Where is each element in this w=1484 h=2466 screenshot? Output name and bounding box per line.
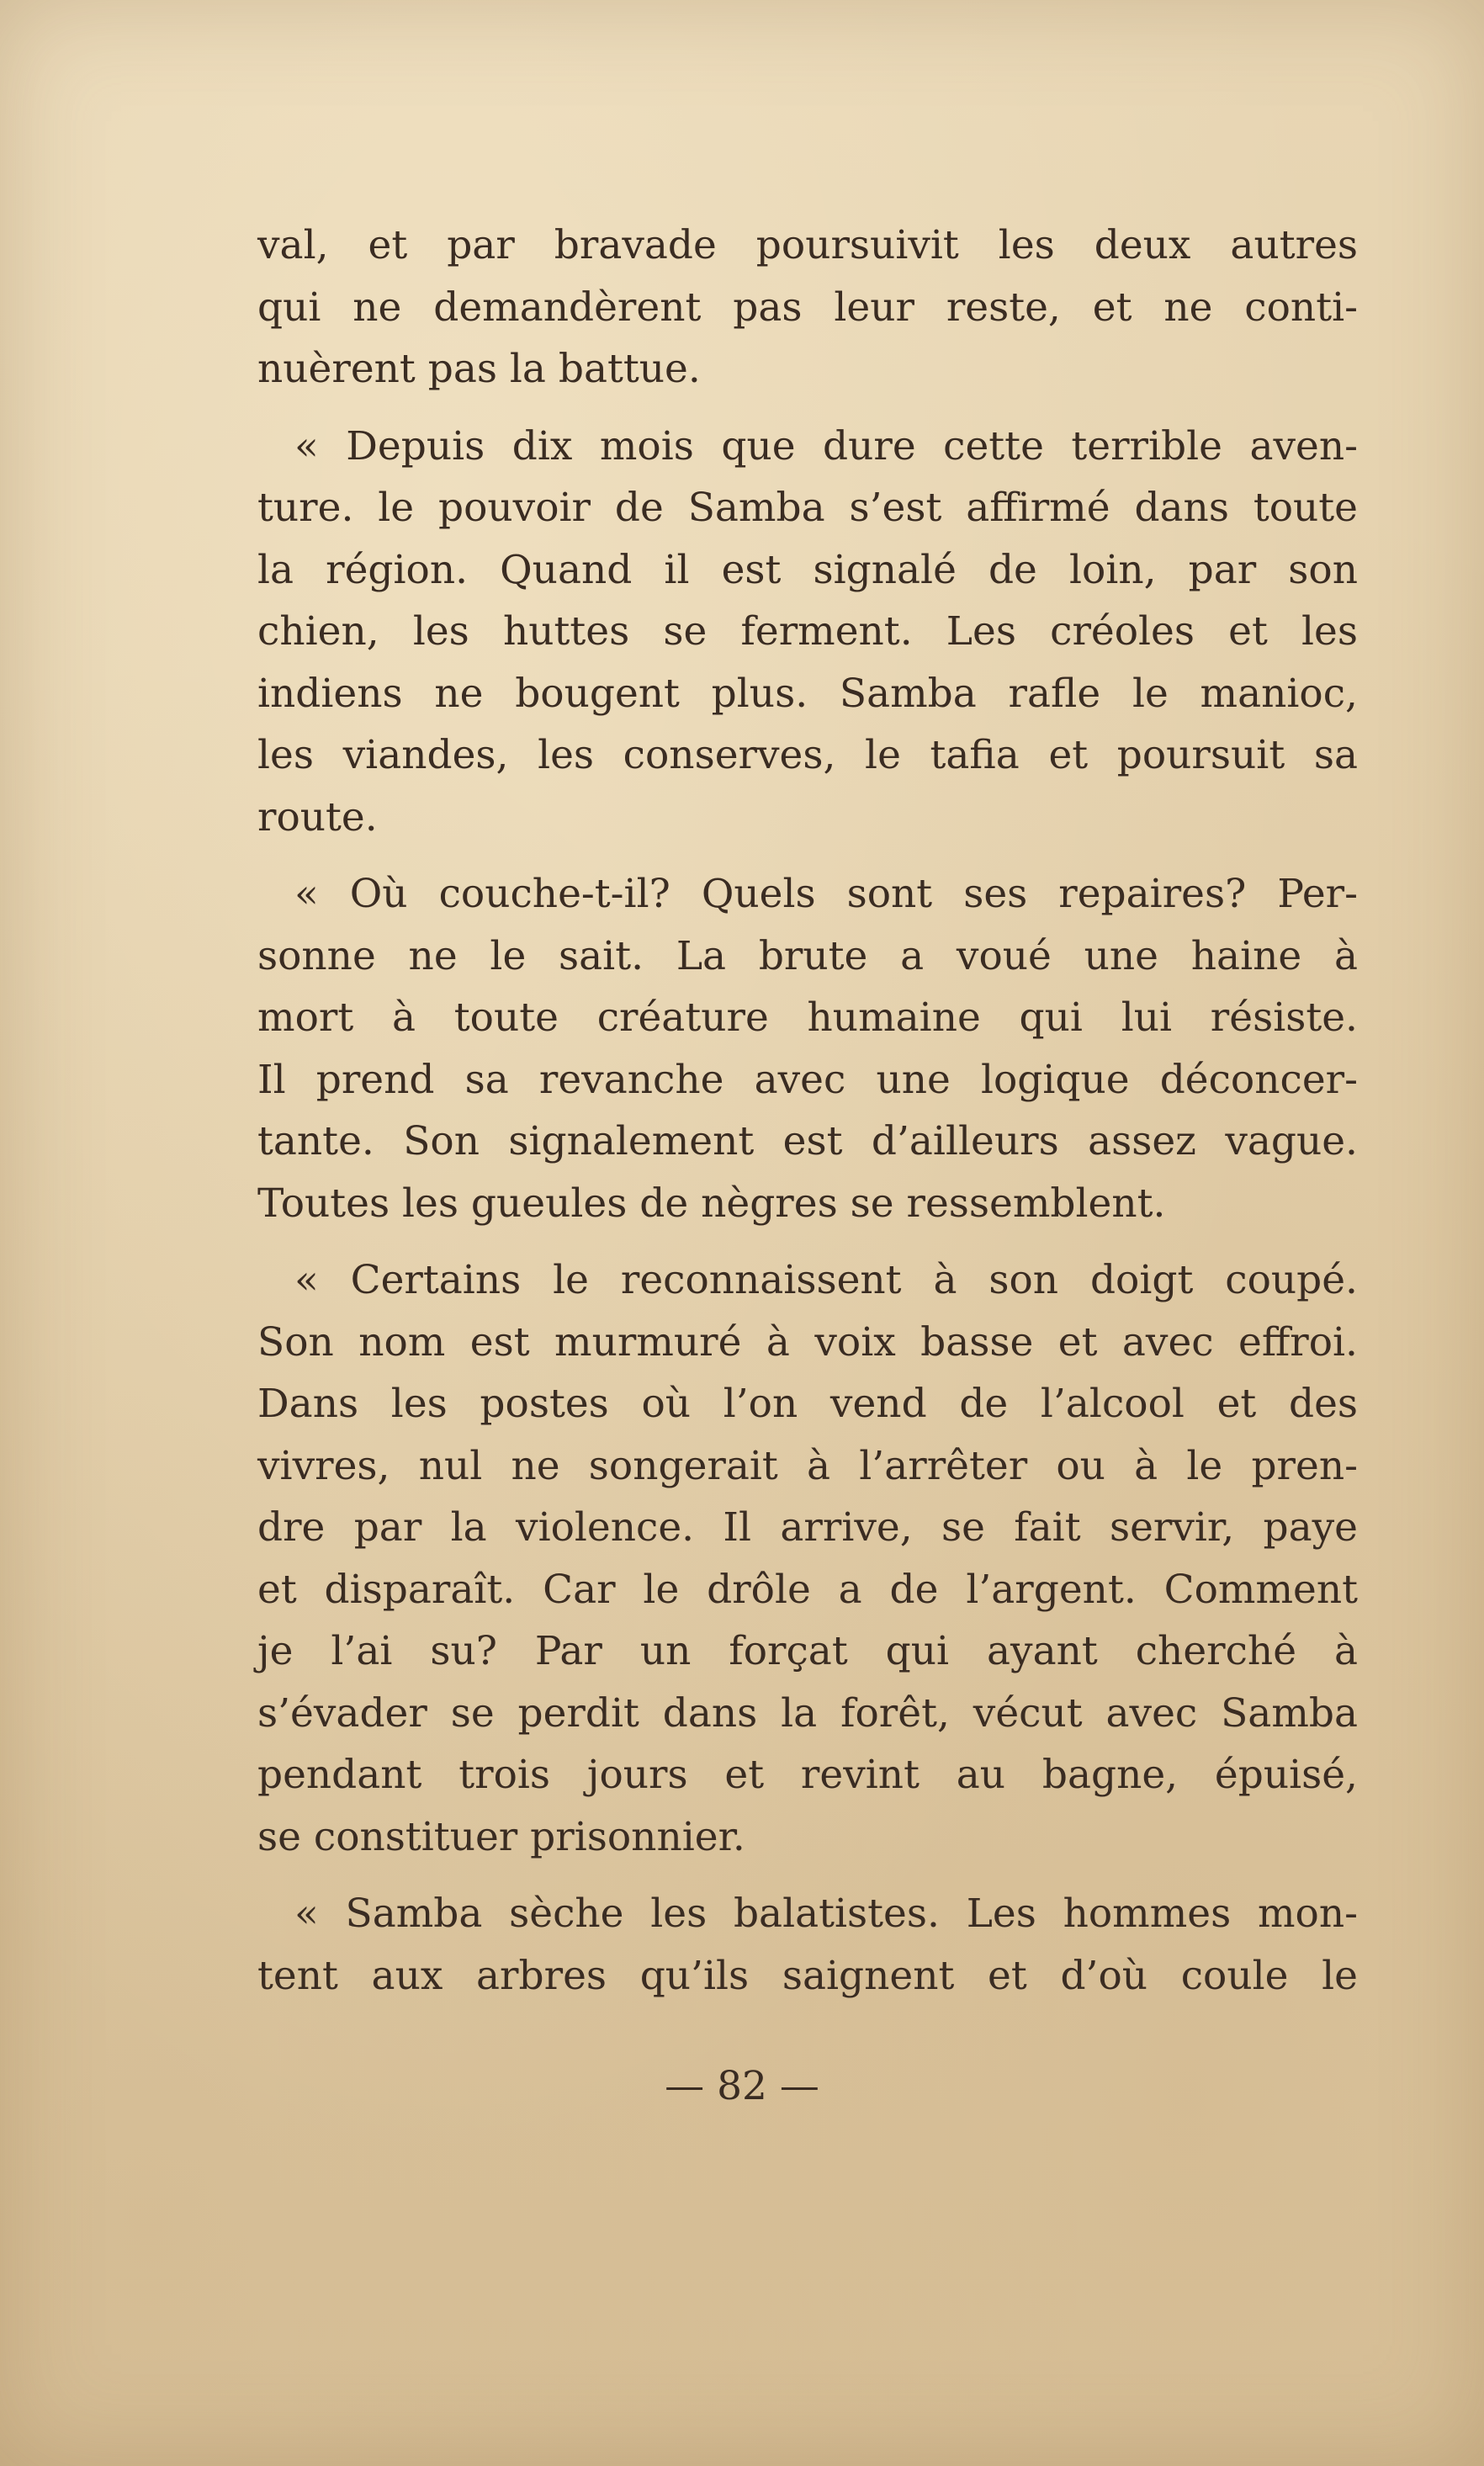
paragraph-4 — [257, 1249, 1358, 1868]
text-line: « Où couche-t-il? Quels sont ses repaires? Per- — [294, 871, 1358, 917]
text-line: « Certains le reconnaissent à son doigt coupé. — [294, 1257, 1358, 1303]
text-line: « Depuis dix mois que dure cette terrible aven- — [294, 422, 1358, 469]
text-line: et disparaît. Car le drôle a de l’argent. Comment — [257, 1566, 1358, 1613]
text-line: tent aux arbres qu’ils saignent et d’où coule le — [257, 1952, 1358, 1999]
text-line: Il prend sa revanche avec une logique déconcer- — [257, 1056, 1358, 1103]
text-line: mort à toute créature humaine qui lui résiste. — [257, 994, 1358, 1041]
text-line: s’évader se perdit dans la forêt, vécut avec Samba — [257, 1689, 1358, 1737]
paragraph-3 — [257, 863, 1358, 1234]
text-line: se constituer prisonnier. — [257, 1813, 745, 1860]
text-line: la région. Quand il est signalé de loin, par son — [257, 546, 1358, 593]
page-number: — 82 — — [665, 2063, 819, 2109]
text-line: « Samba sèche les balatistes. Les hommes mon- — [294, 1891, 1358, 1937]
paragraph-2 — [257, 416, 1358, 849]
text-line: dre par la violence. Il arrive, se fait servir, paye — [257, 1504, 1358, 1551]
text-line: ture. le pouvoir de Samba s’est affirmé dans toute — [257, 485, 1358, 531]
text-line: sonne ne le sait. La brute a voué une haine à — [257, 932, 1358, 979]
text-line: les viandes, les conserves, le tafia et poursuit sa — [257, 732, 1358, 778]
text-line: route. — [257, 793, 378, 841]
text-line: tante. Son signalement est d’ailleurs assez vague. — [257, 1118, 1358, 1164]
body-text — [257, 215, 1358, 2022]
text-line: Toutes les gueules de nègres se ressemblent. — [257, 1180, 1166, 1227]
text-line: qui ne demandèrent pas leur reste, et ne conti- — [257, 284, 1358, 331]
paragraph-1 — [257, 215, 1358, 400]
text-line: pendant trois jours et revint au bagne, épuisé, — [257, 1752, 1358, 1798]
text-line: indiens ne bougent plus. Samba rafle le manioc, — [257, 670, 1358, 717]
text-line: val, et par bravade poursuivit les deux autres — [257, 222, 1358, 268]
text-line: Dans les postes où l’on vend de l’alcool et des — [257, 1381, 1358, 1427]
text-line: je l’ai su? Par un forçat qui ayant cherché à — [257, 1628, 1358, 1674]
paragraph-5 — [257, 1883, 1358, 2007]
text-line: chien, les huttes se ferment. Les créoles et les — [257, 608, 1358, 655]
text-line: Son nom est murmuré à voix basse et avec effroi. — [257, 1318, 1358, 1366]
text-line: nuèrent pas la battue. — [257, 346, 701, 392]
text-line: vivres, nul ne songerait à l’arrêter ou à le pren- — [257, 1442, 1358, 1489]
